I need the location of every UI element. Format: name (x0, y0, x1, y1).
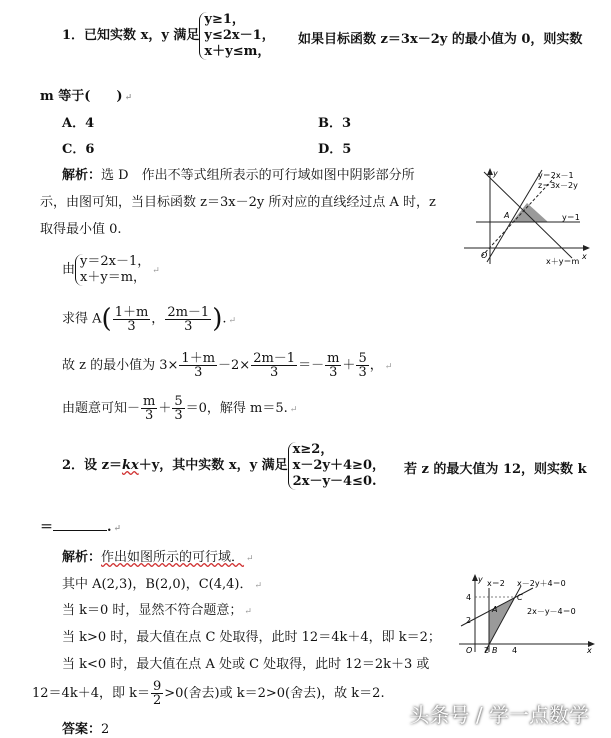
constraint-2: y≤2x－1， (204, 27, 275, 43)
feasible-region-shade (512, 203, 548, 222)
solution-1-conclusion: 由题意可知－ $\frac{m}{3}$ ＋ $\frac{5}{3}$ ＝0，解得 m＝5. ↵ (62, 394, 298, 423)
problem-2-stem: 2．设 z＝kx＋y，其中实数 x，y 满足 x≥2， x－2y＋4≥0， 2x－y－4≤0. (62, 441, 385, 489)
label-point-c: C (517, 593, 523, 602)
system-eq-1: y＝2x－1， (80, 253, 151, 269)
problem-1-stem (62, 6, 275, 66)
label-origin: O (466, 646, 473, 654)
label-y: y (493, 169, 498, 178)
fraction-ax: $\frac{1+m}{3}$ (114, 304, 149, 334)
solution-2-points: 其中 A(2,3)，B(2,0)，C(4,4)． ↵ (62, 577, 263, 592)
problem-1-number: 1． (62, 28, 85, 43)
label-point-b: B (492, 646, 498, 654)
solution-2-case-k-negative: 当 k<0 时，最大值在点 A 处或 C 处取得，此时 12＝2k＋3 或 (62, 657, 430, 672)
problem-1-condition: 如果目标函数 z＝3x－2y 的最小值为 0，则实数 (298, 32, 583, 47)
label-x: x (587, 646, 592, 654)
label-x-eq-2: x＝2 (487, 579, 505, 588)
solution-1-line3: 取得最小值 0. (40, 222, 122, 237)
option-d: D．5 (318, 142, 352, 157)
solution-1-point-a: 求得 A( $\frac{1+m}{3}$ ， $\frac{2m-1}{3}$ ). ↵ (62, 304, 237, 334)
label-x: x (582, 252, 587, 261)
solution-2-answer (62, 718, 109, 737)
fraction-ay: $\frac{2m-1}{3}$ (167, 304, 210, 334)
option-a: A．4 (62, 116, 95, 131)
label-point-a: A (504, 211, 510, 220)
problem-2-number: 2． (62, 458, 85, 473)
solution-1-min-value: 故 z 的最小值为 3× $\frac{1+m}{3}$ －2× $\frac{2m-1}{3}$ ＝－ $\frac{m}{3}$ ＋ $\frac{5}{3}$ ， ↵ (62, 351, 393, 380)
solution-2-label: 解析： (62, 550, 102, 565)
graph-1 (462, 166, 592, 266)
constraint-3: x＋y≤m， (204, 43, 271, 59)
problem-1-lead: 已知实数 x，y 满足 (84, 28, 200, 43)
answer-blank-line (53, 519, 107, 531)
answer-value: 2 (101, 722, 110, 737)
option-c: C．6 (62, 142, 95, 157)
watermark: 头条号 / 学一点数学 (409, 703, 589, 727)
solution-1-line1: 解析：选 D 作出不等式组所表示的可行域如图中阴影部分所 (62, 168, 415, 183)
tick-y-2: 2 (466, 616, 472, 625)
label-point-a: A (492, 605, 498, 614)
tick-x-4: 4 (512, 646, 518, 654)
tick-x-2: 2 (484, 646, 490, 654)
graph-2 (457, 572, 597, 654)
solution-2-case-k-positive: 当 k>0 时，最大值在点 C 处取得，此时 12＝4k＋4，即 k＝2； (62, 630, 441, 645)
solution-1-line2: 示，由图可知，当目标函数 z＝3x－2y 所对应的直线经过点 A 时，z (40, 195, 436, 210)
problem-1-line2: m 等于( ) ↵ (40, 89, 133, 104)
constraint-3: 2x－y－4≤0. (292, 473, 377, 489)
system-eq-2: x＋y＝m， (80, 269, 147, 285)
solution-2-line1: 解析：作出如图所示的可行域． ↵ (62, 550, 254, 565)
option-b: B．3 (318, 116, 352, 131)
constraint-1: y≥1， (204, 11, 245, 27)
label-z-eq-3x-minus-2y: z＝3x－2y (538, 181, 578, 190)
label-y-eq-2x-minus-1: y＝2x－1 (538, 171, 574, 180)
label-origin: O (481, 251, 488, 260)
label-x-minus-2y-plus-4: x－2y＋4＝0 (517, 579, 566, 588)
x-axis-arrow (583, 245, 590, 251)
problem-2-condition: 若 z 的最大值为 12，则实数 k (404, 462, 587, 477)
solution-1-system-line: 由 y＝2x－1， x＋y＝m， ↵ (62, 253, 160, 285)
problem-2-constraints (288, 442, 385, 490)
solution-1-label: 解析： (62, 168, 102, 183)
label-2x-minus-y-minus-4: 2x－y－4＝0 (527, 607, 576, 616)
constraint-1: x≥2， (292, 441, 334, 457)
solution-1-system (75, 254, 150, 286)
solution-1-by: 由 (62, 262, 76, 277)
solution-2-case-k-negative-cont: 12＝4k＋4，即 k＝ $\frac{9}{2}$ >0(舍去)或 k＝2>0(舍去)，故 k＝2. (32, 679, 385, 708)
constraint-2: x－2y＋4≥0， (292, 457, 385, 473)
answer-label: 答案： (62, 722, 102, 737)
label-y-eq-1: y＝1 (562, 213, 580, 222)
problem-2-answer-blank: ＝ . ↵ (40, 520, 122, 535)
label-y: y (478, 575, 483, 584)
problem-1-constraints (199, 12, 274, 60)
problem-2-kx: kx (121, 458, 139, 473)
solution-2-case-k-zero: 当 k＝0 时，显然不符合题意； ↵ (62, 603, 252, 618)
tick-y-4: 4 (466, 593, 472, 602)
label-x-plus-y-eq-m: x＋y＝m (546, 257, 580, 266)
